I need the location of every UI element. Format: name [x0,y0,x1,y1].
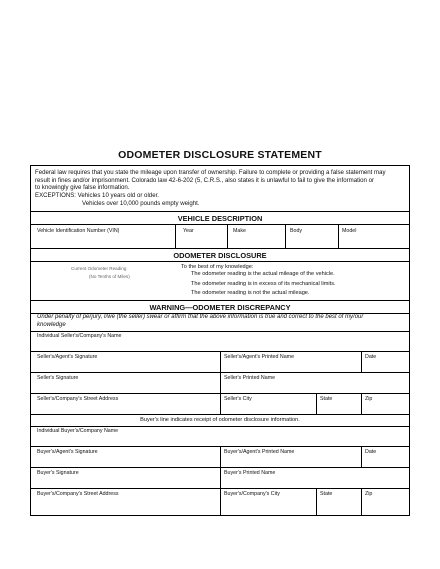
intro-line: Federal law requires that you state the mileage upon transfer of ownership. Failure to complete or providing a false statement may [35,169,386,176]
intro-line: result in fines and/or imprisonment. Colorado law 42-6-202 (5, C.R.S., also states it is unlawful to fail to give the information or [35,176,375,184]
no-tenths-label: (No Tenths of Miles) [89,274,130,279]
divider [220,351,221,414]
seller-state-field[interactable]: State [320,396,333,402]
divider [31,488,409,489]
option-actual-mileage[interactable]: The odometer reading is the actual mileage of the vehicle. [191,271,335,277]
buyer-name-field[interactable]: Individual Buyer's/Company Name [37,428,119,434]
divider [227,224,228,248]
vehicle-description-heading: VEHICLE DESCRIPTION [177,214,263,223]
buyer-printed-name-field[interactable]: Buyer's Printed Name [224,470,276,476]
buyer-zip-field[interactable]: Zip [365,491,373,497]
divider [316,393,317,414]
intro-line: EXCEPTIONS: Vehicles 10 years old or older. [35,192,159,200]
buyer-signature-field[interactable]: Buyer's Signature [37,470,79,476]
perjury-oath-line: Under penalty of perjury, I/we (the seller) swear or affirm that the above information is true and correct to the best of my/our [37,314,364,320]
buyer-city-field[interactable]: Buyer's/Company's City [224,491,280,497]
divider [31,467,409,468]
buyer-agent-printed-name-field[interactable]: Buyer's/Agent's Printed Name [224,449,295,455]
divider [31,426,409,427]
divider [31,211,409,212]
year-field[interactable]: Year [183,228,194,234]
current-reading-label: Current Odometer Reading [71,266,127,271]
intro-notice [35,169,407,208]
divider [175,224,176,248]
divider [361,351,362,372]
divider [316,488,317,516]
seller-printed-name-field[interactable]: Seller's Printed Name [224,375,276,381]
make-field[interactable]: Make [233,228,246,234]
divider [31,331,409,332]
document-title: ODOMETER DISCLOSURE STATEMENT [118,149,322,161]
seller-city-field[interactable]: Seller's City [224,396,252,402]
intro-line: to knowingly give false information. [35,184,130,192]
perjury-oath-line: knowledge [37,322,66,328]
intro-line: Vehicles over 10,000 pounds empty weight. [82,199,200,207]
divider [31,248,409,249]
seller-zip-field[interactable]: Zip [365,396,373,402]
divider [361,446,362,467]
seller-date-field[interactable]: Date [365,354,377,360]
buyer-state-field[interactable]: State [320,491,333,497]
seller-agent-signature-field[interactable]: Seller's/Agent's Signature [37,354,98,360]
buyer-agent-signature-field[interactable]: Buyer's/Agent's Signature [37,449,98,455]
buyer-date-field[interactable]: Date [365,449,377,455]
divider [361,393,362,414]
seller-street-address-field[interactable]: Seller's/Company's Street Address [37,396,119,402]
divider [220,446,221,516]
warning-heading: WARNING—ODOMETER DISCREPANCY [149,303,291,312]
divider [361,488,362,516]
seller-signature-field[interactable]: Seller's Signature [37,375,79,381]
divider [285,224,286,248]
buyer-notice: Buyer's line indicates receipt of odometer disclosure information. [140,417,300,423]
seller-agent-printed-name-field[interactable]: Seller's/Agent's Printed Name [224,354,295,360]
option-excess-mileage[interactable]: The odometer reading is in excess of its mechanical limits. [191,281,336,287]
knowledge-statement: To the best of my knowledge: [181,264,254,270]
divider [338,224,339,248]
odometer-form [30,165,410,516]
divider [31,300,409,301]
divider [31,261,409,262]
option-not-actual-mileage[interactable]: The odometer reading is not the actual mileage. [191,290,310,296]
body-field[interactable]: Body [290,228,303,234]
divider [31,372,409,373]
odometer-disclosure-heading: ODOMETER DISCLOSURE [173,251,267,260]
divider [31,224,409,225]
divider [31,393,409,394]
seller-name-field[interactable]: Individual Seller's/Company's Name [37,333,122,339]
divider [31,414,409,415]
model-field[interactable]: Model [342,228,357,234]
vin-field[interactable]: Vehicle Identification Number (VIN) [37,228,120,234]
buyer-street-address-field[interactable]: Buyer's/Company's Street Address [37,491,119,497]
